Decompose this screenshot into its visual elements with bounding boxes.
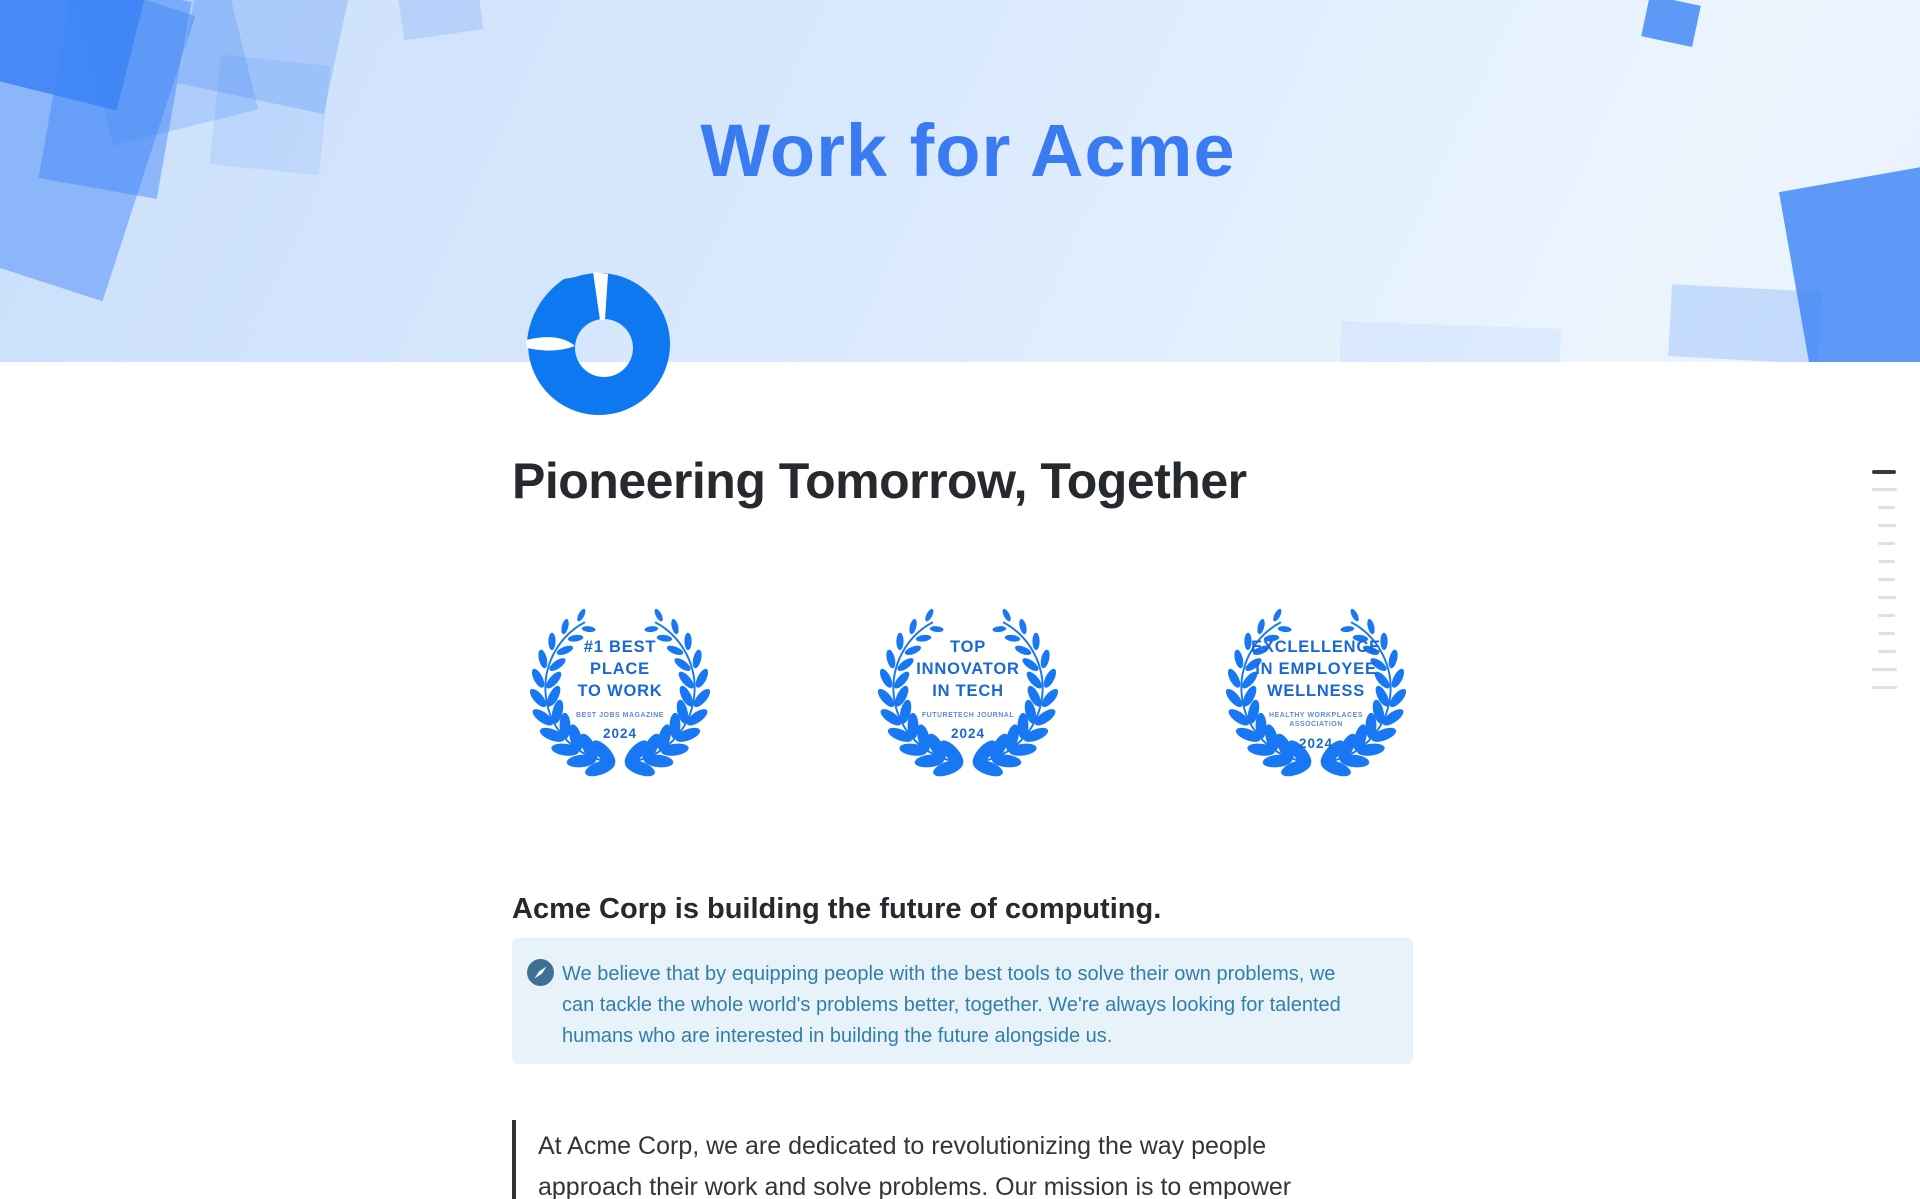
- outline-item[interactable]: [1878, 578, 1895, 581]
- callout-text: We believe that by equipping people with the best tools to solve their own problems, we can tackle the whole world's problems better, together. We're always looking for talented humans who are interested in building the future alongside us.: [562, 963, 1341, 1047]
- outline-item[interactable]: [1878, 542, 1895, 545]
- badge-text: TOP INNOVATOR IN TECH FUTURETECH JOURNAL 2024: [860, 636, 1076, 741]
- page-title: Pioneering Tomorrow, Together: [512, 453, 1247, 509]
- badge-issuer: HEALTHY WORKPLACES ASSOCIATION: [1269, 712, 1363, 729]
- callout: [512, 938, 1413, 1064]
- outline-item[interactable]: [1878, 524, 1896, 527]
- cover-decor-square: [397, 0, 484, 40]
- cover-decor-square: [1641, 0, 1701, 47]
- cover-decor-square: [1339, 321, 1561, 362]
- outline-item[interactable]: [1878, 596, 1896, 599]
- quote-block: [512, 1120, 1424, 1199]
- badge-year: 2024: [950, 726, 986, 742]
- section-heading: Acme Corp is building the future of computing.: [512, 893, 1162, 925]
- award-badge-best-place[interactable]: [512, 600, 728, 780]
- cover-decor-square: [1668, 284, 1822, 362]
- outline-item[interactable]: [1878, 560, 1895, 563]
- outline-item[interactable]: [1872, 686, 1897, 689]
- badge-year: 2024: [602, 726, 638, 742]
- badge-year: 2024: [1298, 735, 1334, 751]
- acme-logo-icon[interactable]: [524, 272, 674, 422]
- award-badge-top-innovator[interactable]: [860, 600, 1076, 780]
- cover-title: Work for Acme: [700, 109, 1236, 192]
- badge-text: #1 BEST PLACE TO WORK BEST JOBS MAGAZINE 2024: [512, 636, 728, 741]
- badge-issuer: BEST JOBS MAGAZINE: [576, 712, 664, 719]
- acme-logo-swoosh-icon: [524, 272, 674, 422]
- award-badges-row: [512, 600, 1424, 782]
- outline-item-active[interactable]: [1872, 470, 1896, 474]
- badge-text: EXCLELLENCE IN EMPLOYEE WELLNESS HEALTHY WORKPLACES ASSOCIATION 2024: [1208, 636, 1424, 751]
- page-cover: [0, 0, 1920, 362]
- outline-item[interactable]: [1878, 650, 1896, 653]
- page-outline[interactable]: [1872, 470, 1900, 704]
- outline-item[interactable]: [1878, 632, 1895, 635]
- outline-item[interactable]: [1872, 488, 1897, 491]
- outline-item[interactable]: [1878, 614, 1895, 617]
- badge-issuer: FUTURETECH JOURNAL: [921, 712, 1015, 719]
- cover-decor-square: [210, 55, 331, 176]
- outline-item[interactable]: [1872, 668, 1897, 671]
- compass-icon[interactable]: [527, 959, 554, 986]
- outline-item[interactable]: [1878, 506, 1895, 509]
- quote-text: At Acme Corp, we are dedicated to revolutionizing the way people approach their work and solve problems. Our mission is to empower: [538, 1132, 1292, 1199]
- award-badge-wellness[interactable]: [1208, 600, 1424, 780]
